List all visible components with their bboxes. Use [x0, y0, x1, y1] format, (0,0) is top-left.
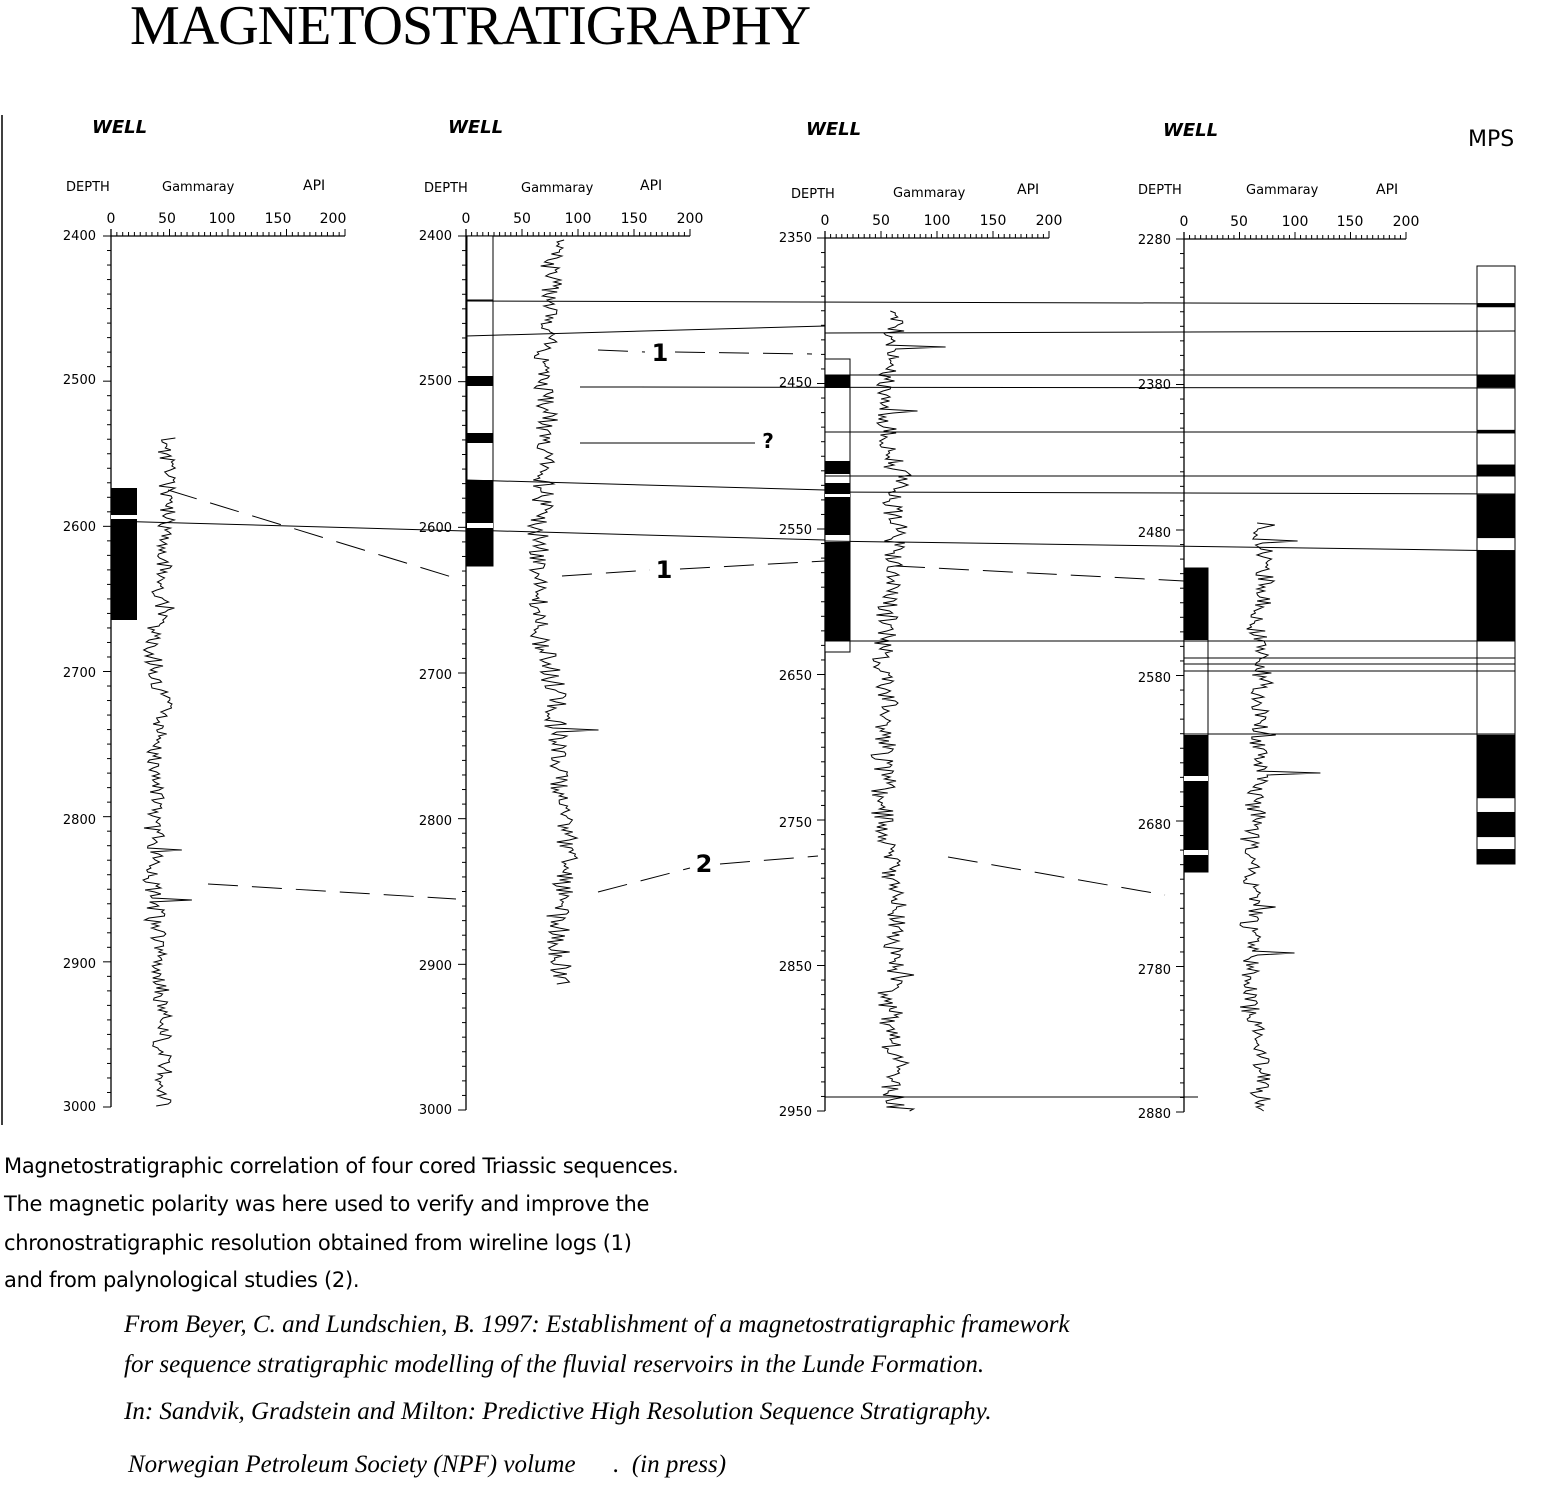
axis-ticks [1176, 232, 1406, 1112]
well-3-polarity-normal-band [825, 494, 850, 497]
correlation-dashed-line [598, 350, 645, 352]
well-3-unit-header: API [1017, 182, 1040, 198]
correlation-line [825, 492, 1515, 494]
axis-ticks [817, 231, 1049, 1111]
api-tick-label: 100 [564, 211, 592, 227]
depth-label: 2400 [418, 229, 452, 244]
correlation-dashed-line [208, 884, 456, 899]
well-3-polarity-reversed [825, 483, 850, 535]
api-tick-label: 0 [106, 211, 116, 227]
depth-label: 2650 [778, 669, 812, 684]
api-tick-label: 150 [1336, 214, 1364, 230]
api-tick-label: 200 [1035, 213, 1063, 229]
correlation-dashed-line [680, 561, 825, 569]
citation-line: for sequence stratigraphic modelling of the fluvial reservoirs in the Lunde Formation. [124, 1351, 985, 1378]
api-tick-label: 100 [1281, 214, 1309, 230]
mps-reversed-band [1477, 550, 1515, 641]
well-3-depth-labels [779, 231, 812, 1120]
api-tick-label: 100 [208, 211, 236, 227]
well-2-polarity-normal-band [467, 523, 493, 528]
api-tick-label: 50 [872, 213, 890, 229]
mps-reversed-band [1477, 494, 1515, 538]
depth-label: 2580 [1137, 671, 1171, 686]
well-2-depth-header: DEPTH [424, 181, 468, 196]
correlation-line [466, 326, 825, 336]
correlation-line [825, 331, 1515, 333]
well-4-polarity-reversed [1184, 568, 1208, 640]
well-3-polarity-reversed [825, 542, 850, 641]
api-tick-label: 150 [979, 213, 1007, 229]
correlation-line [580, 387, 1515, 388]
well-2-polarity-reversed [467, 376, 493, 386]
api-tick-label: 0 [820, 213, 830, 229]
api-tick-label: 200 [676, 211, 704, 227]
well-1-unit-header: API [303, 178, 326, 194]
well-4-depth-header: DEPTH [1138, 183, 1182, 198]
well-1-polarity-reversed [111, 488, 137, 620]
correlation-dashed-line [895, 566, 1184, 581]
correlation-dashed-line [675, 352, 812, 354]
well-1-gammaray-log [143, 438, 192, 1106]
well-4-depth-labels [1138, 233, 1171, 1122]
api-tick-label: 100 [923, 213, 951, 229]
depth-label: 2800 [418, 814, 452, 829]
well-1-panel [63, 117, 346, 1115]
depth-label: 2600 [62, 520, 96, 535]
depth-label: 2400 [62, 229, 96, 244]
correlation-line [466, 480, 825, 490]
well-4-polarity-normal-band [1184, 776, 1208, 781]
figure-title: MAGNETOSTRATIGRAPHY [130, 0, 811, 57]
well-4-unit-header: API [1376, 182, 1399, 198]
mps-reversed-bands [1477, 303, 1515, 864]
well-3-depth-header: DEPTH [791, 187, 835, 202]
depth-label: 2800 [62, 813, 96, 828]
well-3-log-header: Gammaray [893, 186, 966, 201]
depth-label: 2880 [1137, 1107, 1171, 1122]
well-4-gammaray-log [1240, 523, 1320, 1111]
well-2-unit-header: API [640, 178, 663, 194]
mps-reversed-band [1477, 735, 1515, 798]
depth-label: 2900 [62, 957, 96, 972]
correlation-lines-solid [111, 301, 1515, 1097]
well-2-depth-labels [419, 229, 452, 1118]
depth-label: 2550 [778, 523, 812, 538]
api-tick-label: 200 [1392, 214, 1420, 230]
axis-ticks [103, 229, 345, 1107]
well-1-log-header: Gammaray [162, 180, 235, 195]
depth-label: 3000 [418, 1103, 452, 1118]
citation-line: Norwegian Petroleum Society (NPF) volume . (in press) [128, 1451, 727, 1478]
depth-label: 2950 [778, 1105, 812, 1120]
depth-label: 2280 [1137, 233, 1171, 248]
depth-label: 3000 [62, 1100, 96, 1115]
api-tick-label: 50 [513, 211, 531, 227]
mps-panel [1468, 127, 1515, 864]
api-tick-label: 200 [319, 211, 347, 227]
citation-line: From Beyer, C. and Lundschien, B. 1997: Establishment of a magnetostratigraphic framework [124, 1311, 1070, 1338]
citation-line: In: Sandvik, Gradstein and Milton: Predictive High Resolution Sequence Stratigraphy. [124, 1398, 992, 1425]
well-4-api-ticks [1180, 214, 1420, 230]
well-3-api-ticks [821, 213, 1063, 229]
depth-label: 2750 [778, 816, 812, 831]
well-2-log-header: Gammaray [521, 181, 594, 196]
api-tick-label: 150 [264, 211, 292, 227]
well-2-panel [419, 117, 703, 1118]
depth-label: 2700 [62, 666, 96, 681]
caption-line: chronostratigraphic resolution obtained from wireline logs (1) [4, 1231, 632, 1255]
well-1-label: WELL [92, 117, 148, 138]
depth-label: 2480 [1137, 526, 1171, 541]
api-tick-label: 150 [620, 211, 648, 227]
correlation-label-2: 2 [695, 850, 713, 878]
well-4-polarity-normal-band [1184, 850, 1208, 855]
depth-label: 2380 [1137, 378, 1171, 393]
depth-label: 2850 [778, 960, 812, 975]
well-4-log-header: Gammaray [1246, 183, 1319, 198]
well-2-gammaray-log [528, 240, 599, 984]
correlation-dashed-line [720, 856, 818, 864]
well-1-api-ticks [107, 211, 347, 227]
depth-label: 2900 [418, 959, 452, 974]
depth-label: 2600 [418, 521, 452, 536]
caption-line: The magnetic polarity was here used to verify and improve the [4, 1192, 650, 1216]
correlation-line [466, 301, 1515, 304]
depth-label: 2500 [62, 373, 96, 388]
well-3-gammaray-log [871, 311, 945, 1111]
api-tick-label: 0 [1179, 214, 1189, 230]
well-1-depth-header: DEPTH [66, 180, 110, 195]
caption-line: and from palynological studies (2). [4, 1268, 360, 1292]
caption-line: Magnetostratigraphic correlation of four cored Triassic sequences. [4, 1154, 679, 1178]
mps-reversed-band [1477, 465, 1515, 477]
mps-reversed-band [1477, 375, 1515, 387]
depth-label: 2500 [418, 374, 452, 389]
well-1-depth-labels [63, 229, 96, 1115]
depth-label: 2450 [778, 376, 812, 391]
well-4-panel [1138, 120, 1419, 1122]
correlation-dashed-line [598, 868, 690, 892]
well-3-polarity-reversed [825, 461, 850, 474]
correlation-dashed-line [562, 570, 650, 576]
well-2-label: WELL [448, 117, 504, 138]
api-tick-label: 0 [461, 211, 471, 227]
mps-reversed-band [1477, 849, 1515, 864]
mps-label: MPS [1468, 127, 1515, 152]
well-3-polarity-reversed [825, 375, 850, 388]
mps-reversed-band [1477, 812, 1515, 837]
depth-label: 2700 [418, 668, 452, 683]
depth-label: 2680 [1137, 818, 1171, 833]
well-2-api-ticks [462, 211, 704, 227]
correlation-label-1: 1 [651, 339, 669, 367]
well-4-label: WELL [1163, 120, 1219, 141]
api-tick-label: 50 [158, 211, 176, 227]
depth-label: 2350 [778, 231, 812, 246]
correlation-dashed-line [948, 857, 1165, 895]
correlation-dashed-line [168, 490, 455, 578]
correlation-label-question: ? [762, 429, 774, 453]
well-3-panel [779, 119, 1062, 1120]
well-1-polarity-normal-band [111, 515, 137, 519]
correlation-line [111, 521, 466, 531]
correlation-label-1: 1 [655, 556, 673, 584]
api-tick-label: 50 [1230, 214, 1248, 230]
well-3-label: WELL [806, 119, 862, 140]
correlation-line [825, 541, 1515, 551]
depth-label: 2780 [1137, 963, 1171, 978]
correlation-line [466, 530, 825, 540]
well-2-polarity-reversed [467, 433, 493, 443]
